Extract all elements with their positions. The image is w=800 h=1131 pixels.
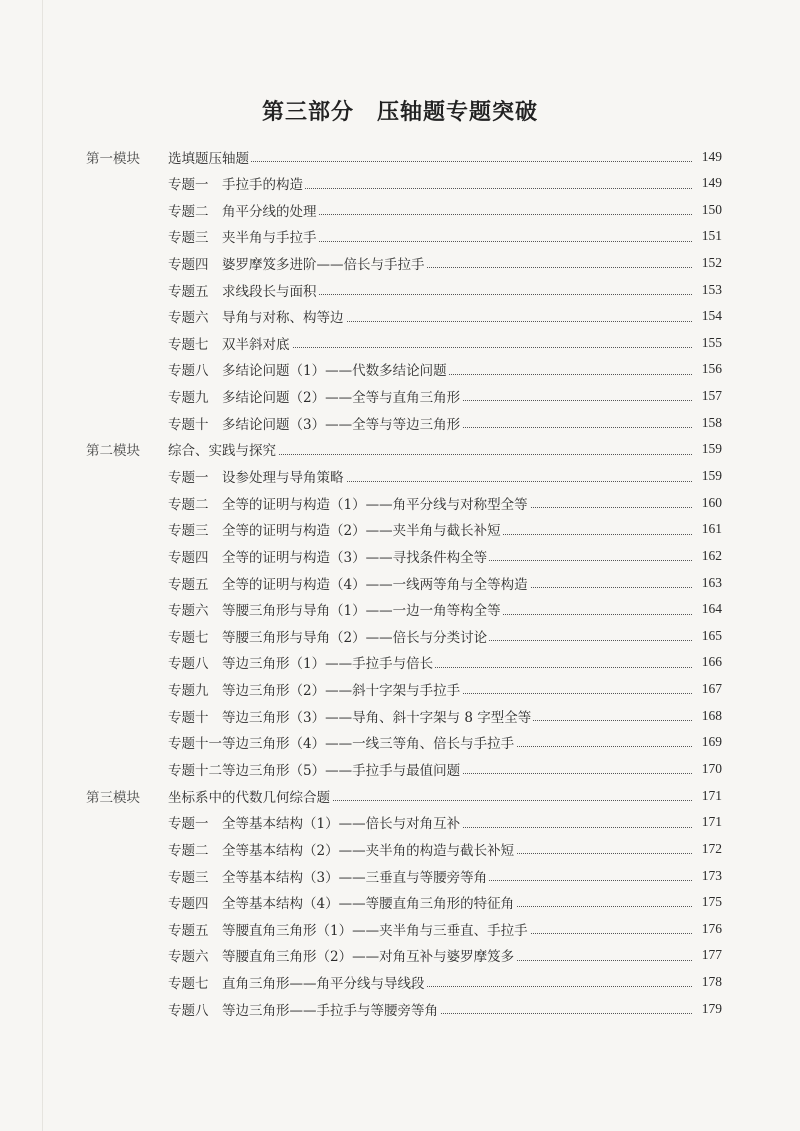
- table-of-contents: [0, 143, 800, 1022]
- topic-title: 等腰三角形与导角（2）——倍长与分类讨论: [222, 626, 489, 646]
- toc-topic-entry[interactable]: [0, 862, 800, 889]
- topic-title: 全等基本结构（3）——三垂直与等腰旁等角: [222, 866, 489, 886]
- topic-title: 等边三角形——手拉手与等腰旁等角: [222, 999, 440, 1019]
- toc-topic-entry[interactable]: [0, 915, 800, 942]
- topic-number: 专题一: [168, 466, 211, 486]
- topic-title: 多结论问题（3）——全等与等边三角形: [222, 413, 462, 433]
- topic-title: 等边三角形（3）——导角、斜十字架与 8 字型全等: [222, 706, 533, 726]
- module-title: 坐标系中的代数几何综合题: [168, 786, 332, 806]
- page-number: 175: [692, 894, 722, 910]
- topic-title: 等边三角形（2）——斜十字架与手拉手: [222, 679, 462, 699]
- toc-topic-entry[interactable]: [0, 276, 800, 303]
- toc-module-entry[interactable]: [0, 782, 800, 809]
- topic-title: 求线段长与面积: [222, 280, 319, 300]
- topic-number: 专题三: [168, 866, 211, 886]
- page-number: 157: [692, 388, 722, 404]
- topic-title: 多结论问题（2）——全等与直角三角形: [222, 386, 462, 406]
- toc-topic-entry[interactable]: [0, 223, 800, 250]
- module-title: 选填题压轴题: [168, 147, 251, 167]
- topic-number: 专题十二: [168, 759, 224, 779]
- module-title: 综合、实践与探究: [168, 439, 278, 459]
- topic-number: 专题十一: [168, 732, 224, 752]
- topic-number: 专题三: [168, 519, 211, 539]
- toc-topic-entry[interactable]: [0, 702, 800, 729]
- topic-number: 专题四: [168, 892, 211, 912]
- toc-topic-entry[interactable]: [0, 889, 800, 916]
- page-number: 159: [692, 468, 722, 484]
- dot-leader: [222, 346, 704, 348]
- toc-topic-entry[interactable]: [0, 729, 800, 756]
- topic-title: 婆罗摩笈多进阶——倍长与手拉手: [222, 253, 427, 273]
- page-number: 153: [692, 282, 722, 298]
- topic-number: 专题五: [168, 573, 211, 593]
- page-number: 173: [692, 868, 722, 884]
- topic-title: 等边三角形（1）——手拉手与倍长: [222, 652, 435, 672]
- topic-title: 等腰直角三角形（2）——对角互补与婆罗摩笈多: [222, 945, 516, 965]
- page-number: 150: [692, 202, 722, 218]
- module-number: 第二模块: [86, 439, 142, 459]
- page-number: 152: [692, 255, 722, 271]
- topic-number: 专题十: [168, 706, 211, 726]
- page-number: 171: [692, 788, 722, 804]
- page-number: 165: [692, 628, 722, 644]
- page-title: 第三部分 压轴题专题突破: [261, 99, 538, 125]
- topic-title: 导角与对称、构等边: [222, 306, 346, 326]
- page-number: 170: [692, 761, 722, 777]
- toc-topic-entry[interactable]: [0, 809, 800, 836]
- module-number: 第一模块: [86, 147, 142, 167]
- topic-number: 专题一: [168, 173, 211, 193]
- topic-number: 专题八: [168, 359, 211, 379]
- topic-number: 专题六: [168, 306, 211, 326]
- topic-title: 双半斜对底: [222, 333, 292, 353]
- toc-topic-entry[interactable]: [0, 755, 800, 782]
- toc-topic-entry[interactable]: [0, 197, 800, 224]
- topic-title: 全等基本结构（2）——夹半角的构造与截长补短: [222, 839, 516, 859]
- topic-number: 专题六: [168, 945, 211, 965]
- topic-number: 专题二: [168, 200, 211, 220]
- topic-title: 角平分线的处理: [222, 200, 319, 220]
- topic-title: 夹半角与手拉手: [222, 226, 319, 246]
- topic-number: 专题四: [168, 253, 211, 273]
- page-number: 177: [692, 947, 722, 963]
- toc-topic-entry[interactable]: [0, 596, 800, 623]
- page-number: 160: [692, 495, 722, 511]
- page-number: 162: [692, 548, 722, 564]
- topic-number: 专题七: [168, 972, 211, 992]
- module-number: 第三模块: [86, 786, 142, 806]
- toc-topic-entry[interactable]: [0, 676, 800, 703]
- page-number: 149: [692, 149, 722, 165]
- topic-title: 等腰直角三角形（1）——夹半角与三垂直、手拉手: [222, 919, 530, 939]
- page-number: 149: [692, 175, 722, 191]
- topic-number: 专题二: [168, 493, 211, 513]
- page-number: 163: [692, 575, 722, 591]
- topic-title: 全等基本结构（1）——倍长与对角互补: [222, 812, 462, 832]
- topic-title: 全等的证明与构造（3）——寻找条件构全等: [222, 546, 489, 566]
- toc-topic-entry[interactable]: [0, 170, 800, 197]
- topic-title: 全等的证明与构造（4）——一线两等角与全等构造: [222, 573, 530, 593]
- toc-topic-entry[interactable]: [0, 543, 800, 570]
- page-number: 168: [692, 708, 722, 724]
- topic-title: 设参处理与导角策略: [222, 466, 346, 486]
- topic-number: 专题九: [168, 679, 211, 699]
- topic-title: 手拉手的构造: [222, 173, 305, 193]
- topic-number: 专题七: [168, 333, 211, 353]
- page-number: 169: [692, 734, 722, 750]
- toc-topic-entry[interactable]: [0, 969, 800, 996]
- toc-topic-entry[interactable]: [0, 330, 800, 357]
- topic-number: 专题五: [168, 280, 211, 300]
- page-number: 178: [692, 974, 722, 990]
- topic-title: 全等基本结构（4）——等腰直角三角形的特征角: [222, 892, 516, 912]
- page-number: 167: [692, 681, 722, 697]
- topic-number: 专题六: [168, 599, 211, 619]
- topic-number: 专题二: [168, 839, 211, 859]
- toc-module-entry[interactable]: [0, 143, 800, 170]
- toc-topic-entry[interactable]: [0, 836, 800, 863]
- page-number: 156: [692, 361, 722, 377]
- topic-number: 专题五: [168, 919, 211, 939]
- page-number: 151: [692, 228, 722, 244]
- topic-number: 专题七: [168, 626, 211, 646]
- page-number: 161: [692, 521, 722, 537]
- topic-number: 专题八: [168, 999, 211, 1019]
- topic-title: 全等的证明与构造（2）——夹半角与截长补短: [222, 519, 503, 539]
- topic-title: 等腰三角形与导角（1）——一边一角等构全等: [222, 599, 503, 619]
- page-number: 159: [692, 441, 722, 457]
- page-number: 166: [692, 654, 722, 670]
- page-number: 172: [692, 841, 722, 857]
- toc-topic-entry[interactable]: [0, 942, 800, 969]
- topic-number: 专题八: [168, 652, 211, 672]
- toc-topic-entry[interactable]: [0, 569, 800, 596]
- topic-title: 直角三角形——角平分线与导线段: [222, 972, 427, 992]
- toc-topic-entry[interactable]: [0, 649, 800, 676]
- page-number: 155: [692, 335, 722, 351]
- topic-number: 专题四: [168, 546, 211, 566]
- topic-title: 等边三角形（5）——手拉手与最值问题: [222, 759, 462, 779]
- toc-topic-entry[interactable]: [0, 409, 800, 436]
- topic-title: 全等的证明与构造（1）——角平分线与对称型全等: [222, 493, 530, 513]
- topic-number: 专题十: [168, 413, 211, 433]
- toc-topic-entry[interactable]: [0, 995, 800, 1022]
- page-number: 176: [692, 921, 722, 937]
- topic-number: 专题一: [168, 812, 211, 832]
- topic-title: 等边三角形（4）——一线三等角、倍长与手拉手: [222, 732, 516, 752]
- topic-number: 专题三: [168, 226, 211, 246]
- toc-topic-entry[interactable]: [0, 303, 800, 330]
- page-number: 179: [692, 1001, 722, 1017]
- toc-topic-entry[interactable]: [0, 490, 800, 517]
- toc-topic-entry[interactable]: [0, 383, 800, 410]
- toc-module-entry[interactable]: [0, 436, 800, 463]
- toc-topic-entry[interactable]: [0, 250, 800, 277]
- toc-topic-entry[interactable]: [0, 356, 800, 383]
- toc-topic-entry[interactable]: [0, 463, 800, 490]
- topic-number: 专题九: [168, 386, 211, 406]
- page-number: 164: [692, 601, 722, 617]
- page-number: 158: [692, 415, 722, 431]
- page-number: 154: [692, 308, 722, 324]
- page-number: 171: [692, 814, 722, 830]
- toc-topic-entry[interactable]: [0, 516, 800, 543]
- toc-topic-entry[interactable]: [0, 623, 800, 650]
- topic-title: 多结论问题（1）——代数多结论问题: [222, 359, 449, 379]
